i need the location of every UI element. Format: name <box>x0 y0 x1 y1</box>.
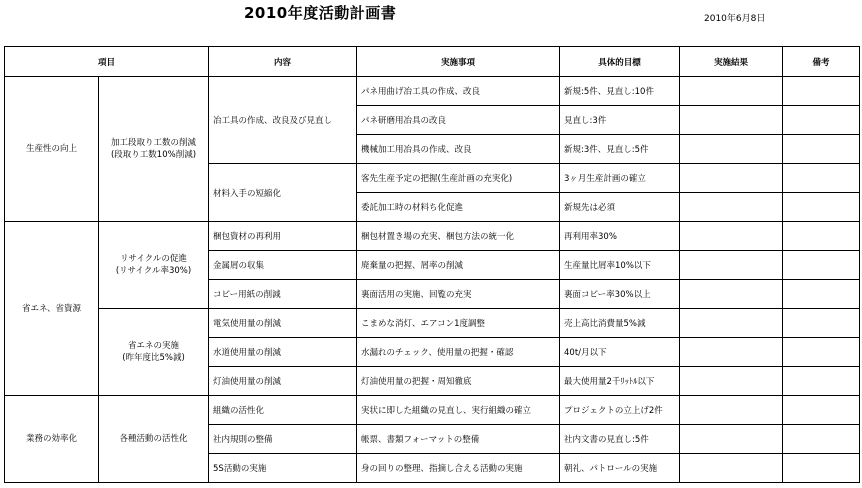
action-cell: 裏面活用の実施、回覧の充実 <box>357 280 560 309</box>
result-cell <box>680 425 783 454</box>
remarks-cell <box>783 164 860 193</box>
goal-cell: 朝礼、パトロールの実施 <box>560 454 680 483</box>
content-cell: 社内規則の整備 <box>209 425 357 454</box>
result-cell <box>680 193 783 222</box>
goal-cell: 3ヶ月生産計画の確立 <box>560 164 680 193</box>
content-cell: 金属屑の収集 <box>209 251 357 280</box>
content-cell: 梱包資材の再利用 <box>209 222 357 251</box>
result-cell <box>680 164 783 193</box>
remarks-cell <box>783 338 860 367</box>
group-name: 生産性の向上 <box>5 77 99 222</box>
remarks-cell <box>783 193 860 222</box>
goal-cell: 40t/月以下 <box>560 338 680 367</box>
goal-cell: 再利用率30% <box>560 222 680 251</box>
action-cell: こまめな消灯、エアコン1度調整 <box>357 309 560 338</box>
action-cell: 帳票、書類フォーマットの整備 <box>357 425 560 454</box>
action-cell: パネ研磨用冶具の改良 <box>357 106 560 135</box>
goal-cell: 最大使用量2千ﾘｯﾄﾙ以下 <box>560 367 680 396</box>
action-cell: パネ用曲げ冶工具の作成、改良 <box>357 77 560 106</box>
header-row <box>5 47 860 77</box>
goal-cell: 売上高比消費量5%減 <box>560 309 680 338</box>
result-cell <box>680 135 783 164</box>
result-cell <box>680 77 783 106</box>
content-cell: 組織の活性化 <box>209 396 357 425</box>
remarks-cell <box>783 425 860 454</box>
result-cell <box>680 367 783 396</box>
action-cell: 水漏れのチェック、使用量の把握・確認 <box>357 338 560 367</box>
result-cell <box>680 106 783 135</box>
document-date: 2010年6月8日 <box>704 14 766 24</box>
header-remarks: 備考 <box>783 47 860 77</box>
table-row <box>5 222 860 251</box>
action-cell: 客先生産予定の把握(生産計画の充実化) <box>357 164 560 193</box>
action-cell: 実状に即した組織の見直し、実行組織の確立 <box>357 396 560 425</box>
group-name: 業務の効率化 <box>5 396 99 483</box>
goal-cell: 新規:3件、見直し:5件 <box>560 135 680 164</box>
result-cell <box>680 396 783 425</box>
remarks-cell <box>783 367 860 396</box>
sub-item-name: リサイクルの促進 (リサイクル率30%) <box>99 222 209 309</box>
remarks-cell <box>783 106 860 135</box>
content-cell: 水道使用量の削減 <box>209 338 357 367</box>
remarks-cell <box>783 454 860 483</box>
plan-body <box>5 77 860 483</box>
goal-cell: 生産量比屑率10%以下 <box>560 251 680 280</box>
remarks-cell <box>783 135 860 164</box>
goal-cell: 社内文書の見直し:5件 <box>560 425 680 454</box>
header-item: 項目 <box>5 47 209 77</box>
goal-cell: 裏面コピー率30%以上 <box>560 280 680 309</box>
content-cell: 電気使用量の削減 <box>209 309 357 338</box>
goal-cell: 見直し:3件 <box>560 106 680 135</box>
activity-plan-table <box>4 46 860 483</box>
header-content: 内容 <box>209 47 357 77</box>
content-cell: 5S活動の実施 <box>209 454 357 483</box>
content-cell: コピー用紙の削減 <box>209 280 357 309</box>
sub-item-name: 省エネの実施 (昨年度比5%減) <box>99 309 209 396</box>
action-cell: 身の回りの整理、指摘し合える活動の実施 <box>357 454 560 483</box>
goal-cell: プロジェクトの立上げ2件 <box>560 396 680 425</box>
result-cell <box>680 309 783 338</box>
action-cell: 灯油使用量の把握・周知徹底 <box>357 367 560 396</box>
result-cell <box>680 251 783 280</box>
action-cell: 委託加工時の材料ち化促進 <box>357 193 560 222</box>
action-cell: 機械加工用冶具の作成、改良 <box>357 135 560 164</box>
header-actions: 実施事項 <box>357 47 560 77</box>
content-cell: 冶工具の作成、改良及び見直し <box>209 77 357 164</box>
action-cell: 廃棄量の把握、屑率の削減 <box>357 251 560 280</box>
content-cell: 灯油使用量の削減 <box>209 367 357 396</box>
table-row <box>5 309 860 338</box>
sub-item-name: 各種活動の活性化 <box>99 396 209 483</box>
result-cell <box>680 454 783 483</box>
header-result: 実施結果 <box>680 47 783 77</box>
group-name: 省エネ、省資源 <box>5 222 99 396</box>
document-title: 2010年度活動計画書 <box>244 4 397 22</box>
result-cell <box>680 338 783 367</box>
remarks-cell <box>783 309 860 338</box>
remarks-cell <box>783 251 860 280</box>
header-goal: 具体的目標 <box>560 47 680 77</box>
goal-cell: 新規先は必須 <box>560 193 680 222</box>
remarks-cell <box>783 280 860 309</box>
goal-cell: 新規:5件、見直し:10件 <box>560 77 680 106</box>
table-row <box>5 77 860 106</box>
result-cell <box>680 222 783 251</box>
remarks-cell <box>783 77 860 106</box>
sub-item-name: 加工段取り工数の削減 (段取り工数10%削減) <box>99 77 209 222</box>
remarks-cell <box>783 396 860 425</box>
table-row <box>5 396 860 425</box>
content-cell: 材料入手の短縮化 <box>209 164 357 222</box>
result-cell <box>680 280 783 309</box>
action-cell: 梱包材置き場の充実、梱包方法の統一化 <box>357 222 560 251</box>
remarks-cell <box>783 222 860 251</box>
